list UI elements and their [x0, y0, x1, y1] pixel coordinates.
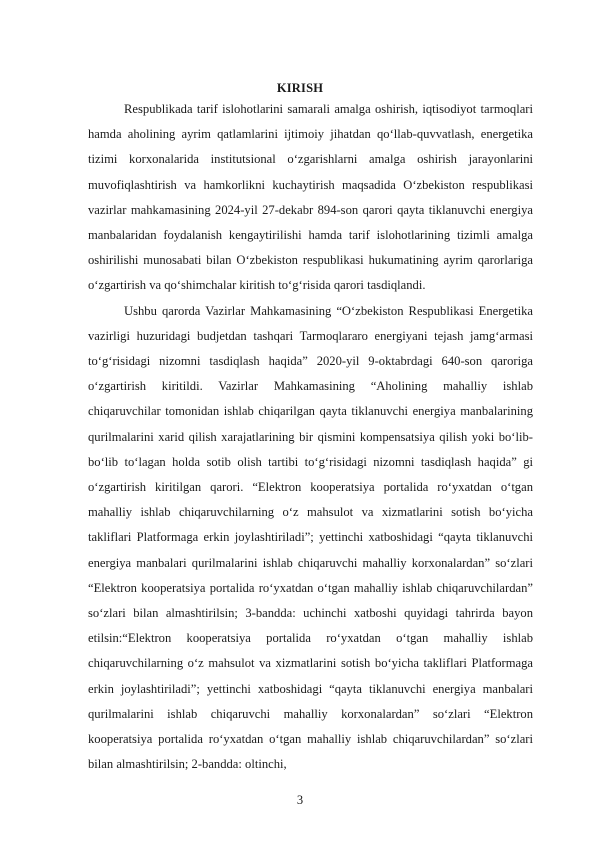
body-text: [88, 97, 533, 777]
page-title: KIRISH: [276, 81, 324, 95]
page-number: 3: [296, 793, 304, 807]
paragraph-intro: Respublikada tarif islohotlarini samarali amalga oshirish, iqtisodiyot tarmoqlari hamda aholining ayrim qatlamlarini ijtimoiy jihatdan qo‘llab-quvvatlash, energetika tizimi korxonalarida institutsional o‘zgarishlarni amalga oshirish jarayonlarini muvofiqlashtirish va hamkorlikni kuchaytirish maqsadida O‘zbekiston respublikasi vazirlar mahkamasining 2024-yil 27-dekabr 894-son qarori qayta tiklanuvchi energiya manbalaridan foydalanish kengaytirilishi hamda tarif islohotlarining tizimli amalga oshirilishi munosabati bilan O‘zbekiston respublikasi hukumatining ayrim qarorlariga o‘zgartirish va qo‘shimchalar kiritish to‘g‘risida qarori tasdiqlandi.: [88, 102, 533, 293]
paragraph-resolution: Ushbu qarorda Vazirlar Mahkamasining “O‘zbekiston Respublikasi Energetika vazirligi huzuridagi budjetdan tashqari Tarmoqlararo energiyani tejash jamg‘armasi to‘g‘risidagi nizomni tasdiqlash haqida” 2020-yil 9-oktabrdagi 640-son qaroriga o‘zgartirish kiritildi. Vazirlar Mahkamasining “Aholining mahalliy ishlab chiqaruvchilar tomonidan ishlab chiqarilgan qayta tiklanuvchi energiya manbalarining qurilmalarini xarid qilish xarajatlarining bir qismini kompensatsiya qilish yoki bo‘lib-bo‘lib to‘lagan holda sotib olish tartibi to‘g‘risidagi nizomni tasdiqlash haqida” gi o‘zgartirish kiritilgan qarori. “Elektron kooperatsiya portalida ro‘yxatdan o‘tgan mahalliy ishlab chiqaruvchilarning o‘z mahsulot va xizmatlarini sotish bo‘yicha takliflari Platformaga erkin joylashtiriladi”; yettinchi xatboshidagi “qayta tiklanuvchi energiya manbalari qurilmalarini ishlab chiqaruvchi mahalliy korxonalardan” so‘zlari “Elektron kooperatsiya portalida ro‘yxatdan o‘tgan mahalliy ishlab chiqaruvchilardan” so‘zlari bilan almashtirilsin; 3-bandda: uchinchi xatboshi quyidagi tahrirda bayon etilsin:“Elektron kooperatsiya portalida ro‘yxatdan o‘tgan mahalliy ishlab chiqaruvchilarning o‘z mahsulot va xizmatlarini sotish bo‘yicha takliflari Platformaga erkin joylashtiriladi”; yettinchi xatboshidagi “qayta tiklanuvchi energiya manbalari qurilmalarini ishlab chiqaruvchi mahalliy korxonalardan” so‘zlari “Elektron kooperatsiya portalida ro‘yxatdan o‘tgan mahalliy ishlab chiqaruvchilardan” so‘zlari bilan almashtirilsin; 2-bandda: oltinchi,: [88, 303, 533, 772]
